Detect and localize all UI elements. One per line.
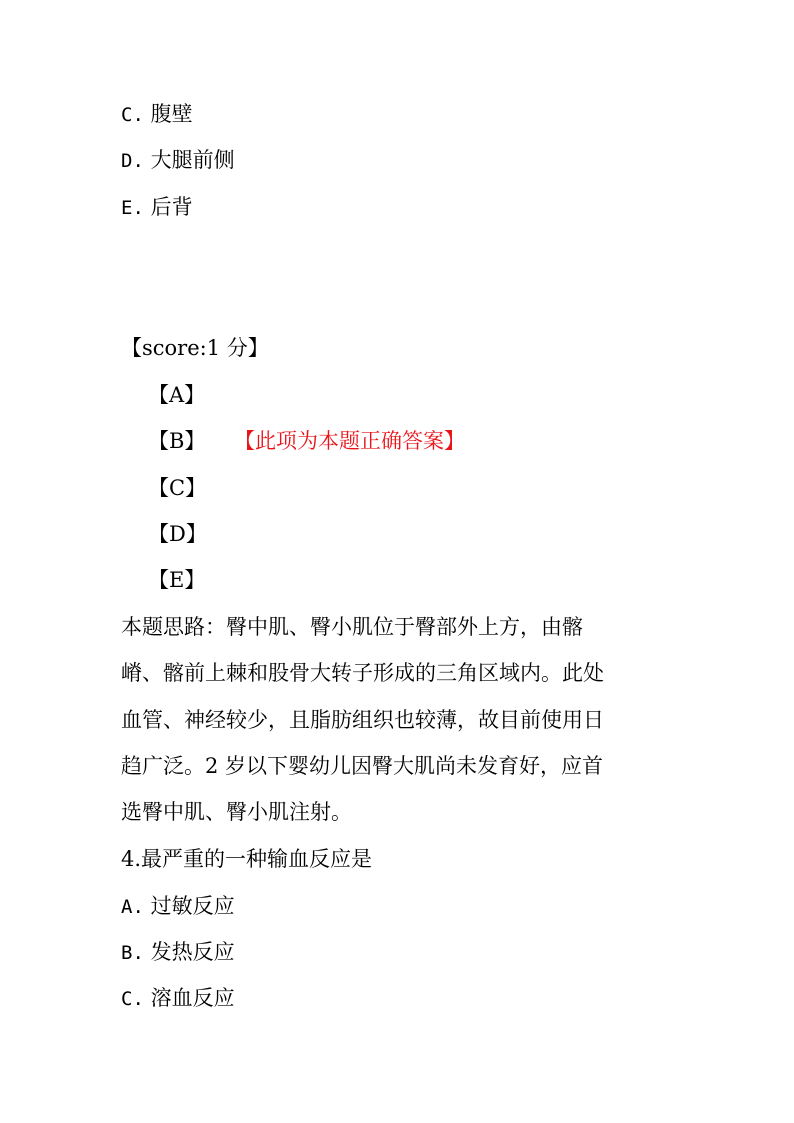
option-letter: C. [121,104,144,126]
explanation-line: 血管、神经较少，且脂肪组织也较薄，故目前使用日 [121,708,604,732]
explanation-line: 选臀中肌、臀小肌注射。 [121,800,352,824]
option-d-prev [121,147,235,174]
option-e-prev [121,194,193,221]
option-letter: C. [121,988,144,1010]
answer-option-e [148,567,205,593]
answer-label: 【E】 [148,568,206,592]
answer-option-c [148,475,206,501]
score-label: 【score:1 分】 [121,336,269,360]
question-option-a [121,893,235,920]
option-letter: B. [121,942,144,964]
option-letter: E. [121,197,144,219]
explanation-line: 本题思路：臀中肌、臀小肌位于臀部外上方，由髂 [121,615,583,639]
answer-label: 【B】 [148,429,206,453]
question-option-b [121,939,235,966]
option-letter: D. [121,150,144,172]
correct-answer-note: 【此项为本题正确答案】 [234,429,465,453]
option-text: 腹壁 [150,102,193,126]
option-text: 溶血反应 [150,986,235,1010]
answer-label: 【C】 [148,476,207,500]
option-c-prev [121,101,193,128]
explanation-line: 嵴、髂前上棘和股骨大转子形成的三角区域内。此处 [121,661,604,685]
option-text: 过敏反应 [150,894,235,918]
question-text: 4.最严重的一种输血反应是 [121,847,373,871]
explanation-line: 趋广泛。2 岁以下婴幼儿因臀大肌尚未发育好，应首 [121,754,604,778]
answer-label: 【D】 [148,522,207,546]
answer-option-d [148,521,207,547]
option-text: 后背 [150,195,193,219]
option-text: 大腿前侧 [150,148,235,172]
option-letter: A. [121,896,144,918]
question-option-c [121,985,235,1012]
answer-option-a [148,382,205,408]
answer-label: 【A】 [148,383,206,407]
option-text: 发热反应 [150,940,235,964]
